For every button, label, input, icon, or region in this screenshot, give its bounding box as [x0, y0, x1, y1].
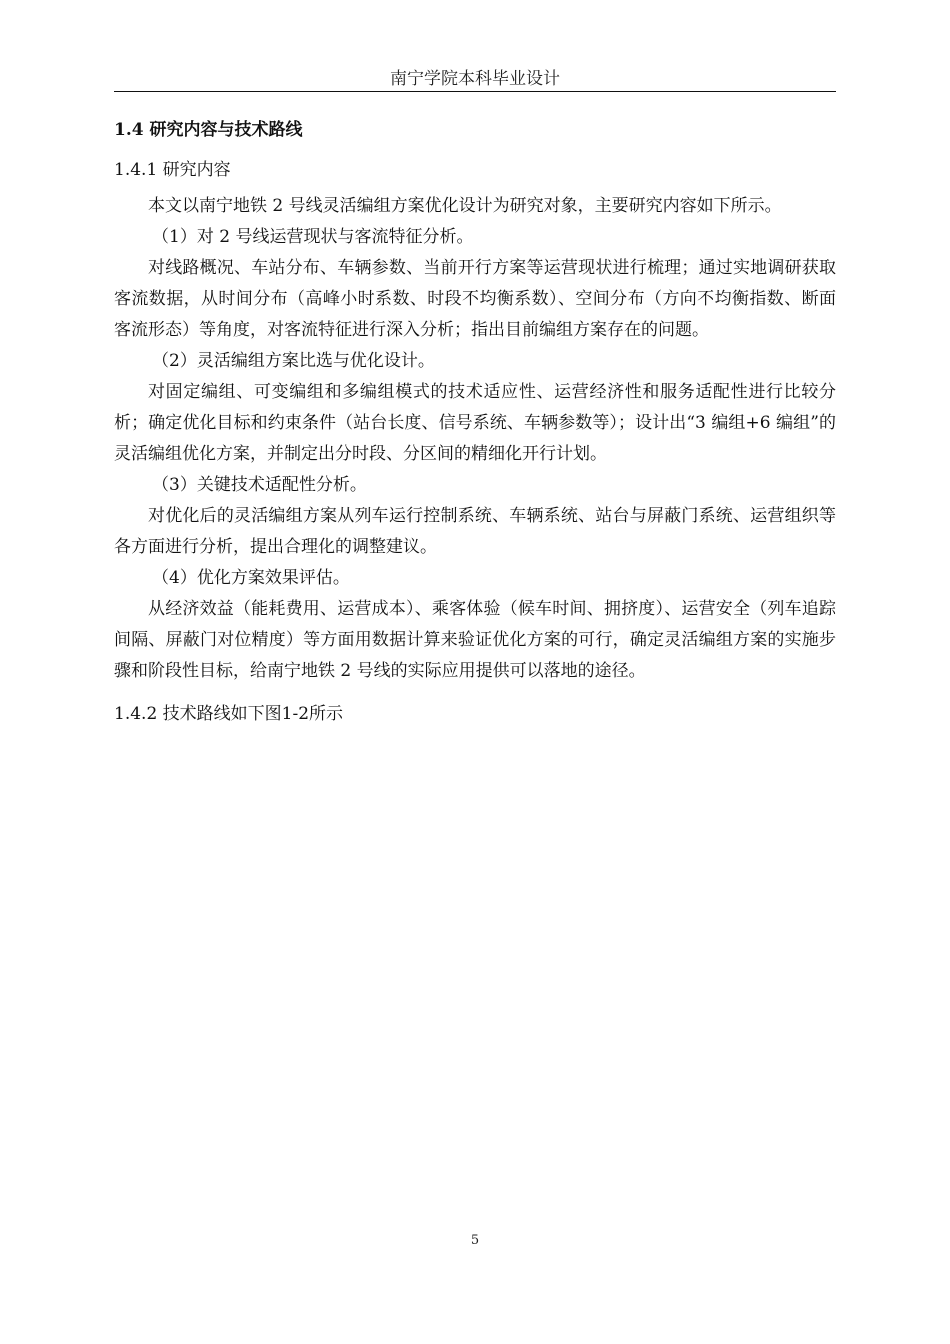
header-divider: [114, 91, 836, 92]
item-title-2: （2）灵活编组方案比选与优化设计。: [152, 351, 435, 371]
subsection-heading-technical-route: 1.4.2 技术路线如下图1-2所示: [114, 704, 344, 724]
item-body-4: 从经济效益（能耗费用、运营成本）、乘客体验（候车时间、拥挤度）、运营安全（列车追踪间隔、屏蔽门对位精度）等方面用数据计算来验证优化方案的可行，确定灵活编组方案的实施步骤和阶段性目标，给南宁地铁 2 号线的实际应用提供可以落地的途径。: [114, 599, 836, 681]
intro-paragraph: 本文以南宁地铁 2 号线灵活编组方案优化设计为研究对象，主要研究内容如下所示。: [148, 196, 782, 216]
section-heading: 1.4 研究内容与技术路线: [114, 120, 303, 140]
item-body-3: 对优化后的灵活编组方案从列车运行控制系统、车辆系统、站台与屏蔽门系统、运营组织等各方面进行分析，提出合理化的调整建议。: [114, 506, 836, 557]
item-title-3: （3）关键技术适配性分析。: [152, 475, 367, 495]
item-title-1: （1）对 2 号线运营现状与客流特征分析。: [152, 227, 474, 247]
page-header: 南宁学院本科毕业设计: [390, 69, 560, 89]
item-body-2: 对固定编组、可变编组和多编组模式的技术适应性、运营经济性和服务适配性进行比较分析；确定优化目标和约束条件（站台长度、信号系统、车辆参数等）；设计出“3 编组+6 编组”的灵活编组优化方案，并制定出分时段、分区间的精细化开行计划。: [114, 382, 836, 464]
subsection-heading-research-content: 1.4.1 研究内容: [114, 160, 231, 180]
item-body-1: 对线路概况、车站分布、车辆参数、当前开行方案等运营现状进行梳理；通过实地调研获取客流数据，从时间分布（高峰小时系数、时段不均衡系数）、空间分布（方向不均衡指数、断面客流形态）等角度，对客流特征进行深入分析；指出目前编组方案存在的问题。: [114, 258, 836, 340]
page-body: [114, 117, 836, 735]
page-number: 5: [470, 1233, 480, 1248]
item-title-4: （4）优化方案效果评估。: [152, 568, 350, 588]
